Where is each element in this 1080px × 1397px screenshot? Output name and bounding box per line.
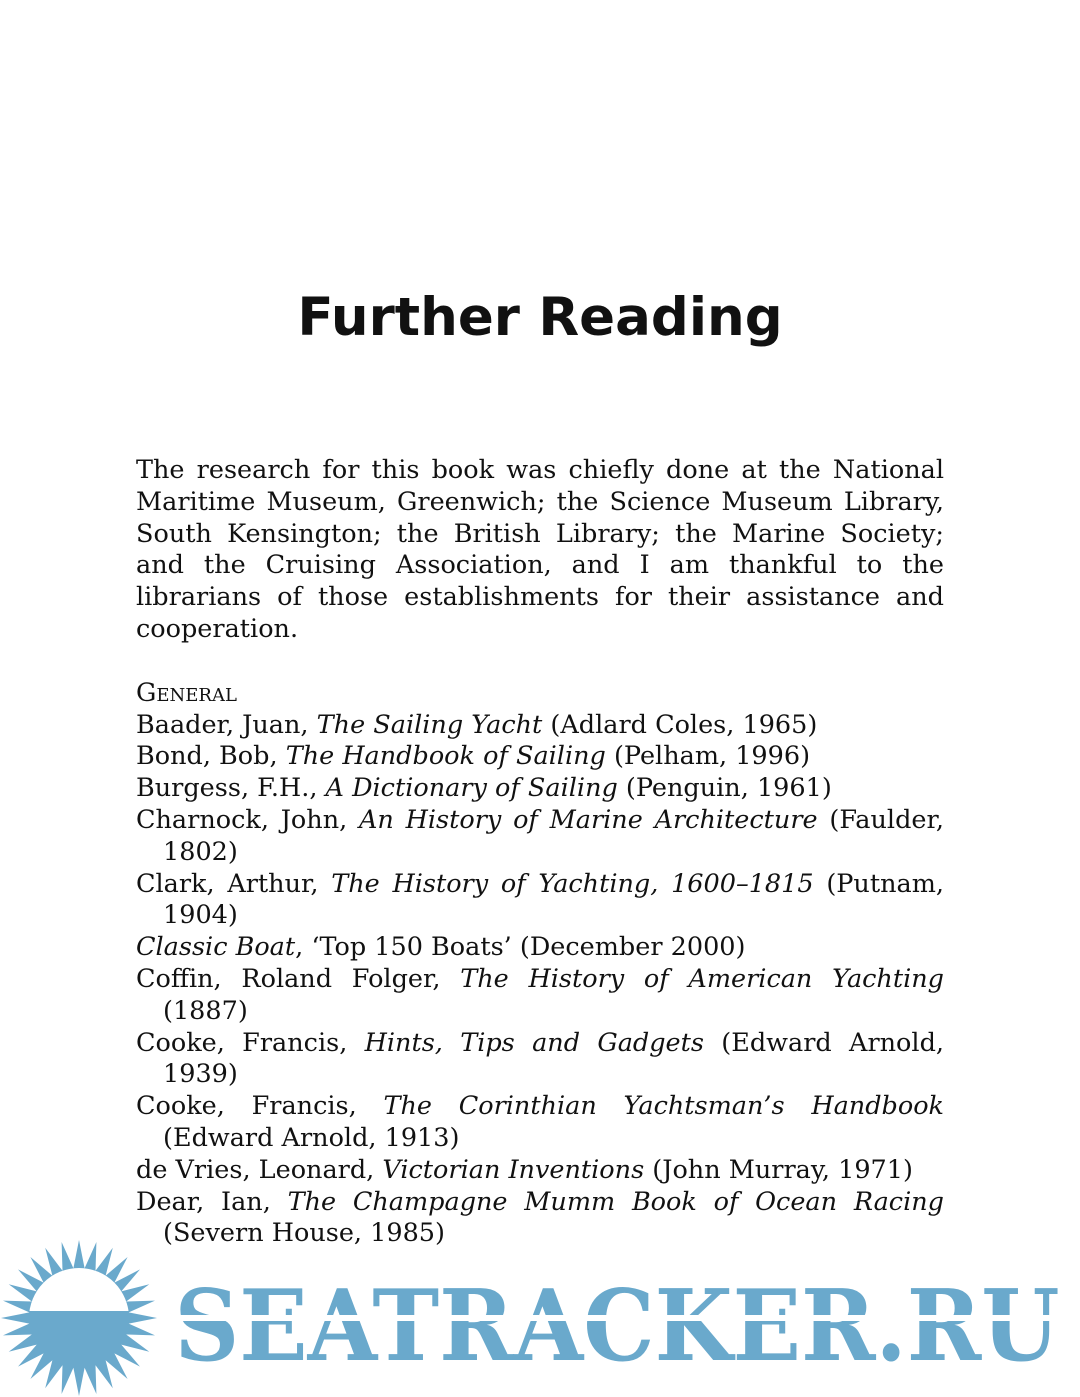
- entry-title: The Handbook of Sailing: [285, 741, 606, 772]
- bibliography-entry: [136, 1155, 944, 1187]
- entry-title: Victorian Inventions: [382, 1154, 645, 1185]
- entry-author: Dear, Ian,: [136, 1186, 288, 1217]
- bibliography-entry: [136, 1028, 944, 1092]
- bibliography-list: [136, 710, 944, 1251]
- bibliography-entry: [136, 869, 944, 933]
- entry-title: The History of Yachting, 1600–1815: [331, 868, 814, 899]
- watermark: [0, 1238, 1080, 1397]
- entry-details: (Edward Arnold, 1913): [163, 1122, 460, 1153]
- entry-author: Charnock, John,: [136, 804, 360, 835]
- bibliography-entry: [136, 773, 944, 805]
- entry-details: (Putnam, 1904): [163, 868, 945, 931]
- entry-title: An History of Marine Architecture: [359, 804, 818, 835]
- entry-title: The Corinthian Yachtsman’s Handbook: [383, 1091, 944, 1122]
- entry-details: (Severn House, 1985): [163, 1218, 445, 1249]
- bibliography-entry: [136, 805, 944, 869]
- page-title: Further Reading: [297, 287, 783, 348]
- entry-details: (Adlard Coles, 1965): [542, 709, 818, 740]
- bibliography-entry: [136, 964, 944, 1028]
- entry-author: Clark, Arthur,: [136, 868, 332, 899]
- entry-author: Burgess, F.H.,: [136, 773, 326, 804]
- entry-author: Cooke, Francis,: [136, 1027, 365, 1058]
- entry-details: (1887): [163, 995, 248, 1026]
- entry-title: Hints, Tips and Gadgets: [364, 1027, 704, 1058]
- section-heading: General: [136, 677, 237, 708]
- bibliography-entry: [136, 1091, 944, 1155]
- entry-author: Cooke, Francis,: [136, 1091, 384, 1122]
- document-body: [136, 455, 944, 1250]
- entry-title: The Champagne Mumm Book of Ocean Racing: [287, 1186, 944, 1217]
- entry-title: The History of American Yachting: [460, 963, 944, 994]
- entry-details: (Faulder, 1802): [163, 804, 944, 867]
- bibliography-entry: [136, 710, 944, 742]
- entry-author: Bond, Bob,: [136, 741, 286, 772]
- entry-details: (John Murray, 1971): [644, 1154, 913, 1185]
- bibliography-entry: [136, 932, 944, 964]
- entry-title: The Sailing Yacht: [316, 709, 543, 740]
- watermark-text: SEATRACKER.RU: [174, 1269, 1060, 1384]
- entry-details: (Edward Arnold, 1939): [163, 1027, 944, 1090]
- entry-details: (Penguin, 1961): [617, 773, 832, 804]
- intro-paragraph: The research for this book was chiefly done at the National Maritime Museum, Greenwich; the Science Museum Library, South Kensington; the British Library; the Marine Society; and the Cruising Association, and I am thankful to the librarians of those establishments for their assistance and cooperation.: [136, 455, 944, 644]
- entry-details: (Pelham, 1996): [605, 741, 811, 772]
- entry-author: Baader, Juan,: [136, 709, 317, 740]
- entry-details: , ‘Top 150 Boats’ (December 2000): [295, 932, 746, 963]
- entry-author: de Vries, Leonard,: [136, 1154, 383, 1185]
- entry-title: Classic Boat: [136, 932, 296, 963]
- entry-author: Coffin, Roland Folger,: [136, 963, 461, 994]
- sun-icon: [1, 1240, 157, 1396]
- bibliography-entry: [136, 741, 944, 773]
- entry-title: A Dictionary of Sailing: [325, 773, 618, 804]
